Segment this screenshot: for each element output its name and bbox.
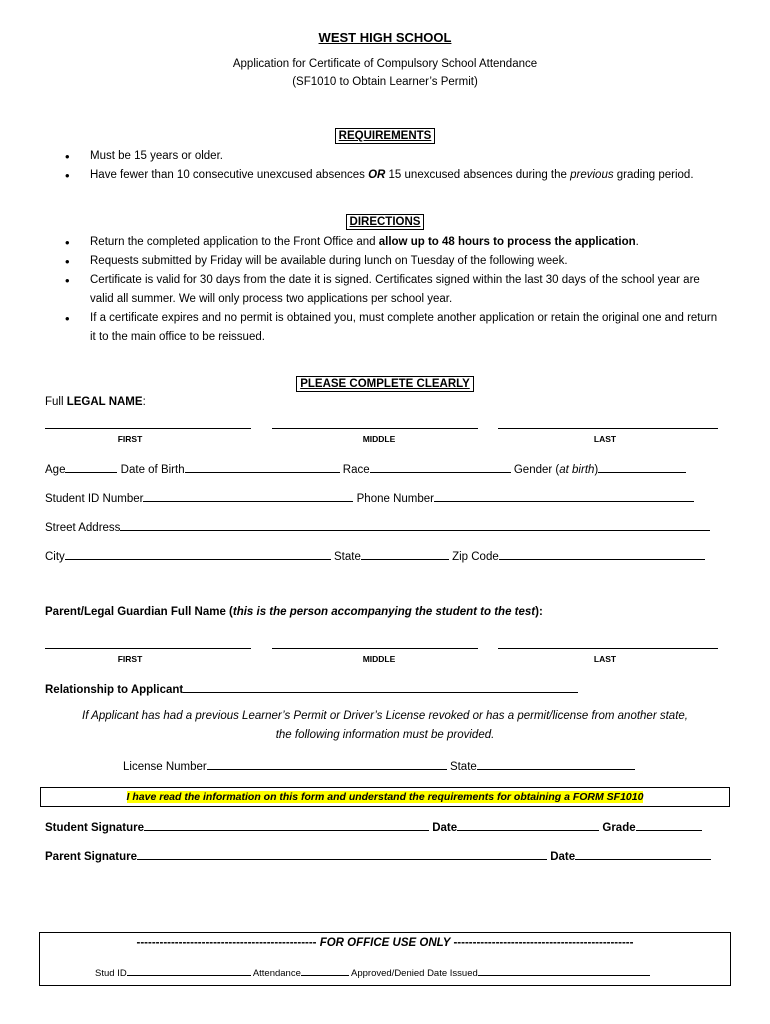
relationship-field[interactable] xyxy=(183,681,578,693)
city-field[interactable] xyxy=(65,548,331,560)
form-subtitle: Application for Certificate of Compulsory School Attendance xyxy=(232,58,538,70)
direction-valid xyxy=(62,271,722,309)
guardian-last-caption: LAST xyxy=(593,654,617,664)
direction-return xyxy=(62,233,722,252)
zip-label: Zip Code xyxy=(452,551,499,563)
race-field[interactable] xyxy=(370,461,511,473)
office-dashes-right: ----------------------------------------------- xyxy=(453,937,634,949)
revoked-note-1: If Applicant has had a previous Learner’s Permit or Driver’s License revoked or has a permit/license from another state, xyxy=(82,710,688,722)
guardian-middle-name-field[interactable] xyxy=(272,648,478,649)
gender-at-birth: at birth xyxy=(559,464,595,476)
student-signature-row xyxy=(45,819,702,834)
street-field[interactable] xyxy=(120,519,710,531)
city-label: City xyxy=(45,551,65,563)
requirement-absences-end: grading period. xyxy=(613,169,694,181)
school-title: WEST HIGH SCHOOL xyxy=(318,30,452,45)
relationship-label: Relationship to Applicant xyxy=(45,684,184,696)
guardian-last-name-field[interactable] xyxy=(498,648,718,649)
city-row xyxy=(45,548,705,563)
student-date-field[interactable] xyxy=(457,819,599,831)
direction-expires xyxy=(62,309,722,347)
requirement-age xyxy=(62,147,722,166)
guardian-first-name-field[interactable] xyxy=(45,648,251,649)
revoked-note-2: the following information must be provided. xyxy=(275,729,495,741)
complete-heading-wrap xyxy=(0,376,770,392)
dob-field[interactable] xyxy=(185,461,340,473)
race-label: Race xyxy=(342,464,370,476)
age-field[interactable] xyxy=(65,461,117,473)
parent-date-field[interactable] xyxy=(575,848,711,860)
requirement-absences xyxy=(62,166,722,185)
consent-box xyxy=(40,787,730,807)
demographics-row xyxy=(45,461,686,476)
phone-field[interactable] xyxy=(434,490,694,502)
direction-friday-text: Requests submitted by Friday will be available during lunch on Tuesday of the following week. xyxy=(90,255,568,267)
student-signature-label: Student Signature xyxy=(45,822,145,834)
office-use-row xyxy=(95,966,650,979)
license-row xyxy=(123,758,635,773)
license-state-field[interactable] xyxy=(477,758,635,770)
requirement-previous: previous xyxy=(570,169,614,181)
age-label: Age xyxy=(45,464,66,476)
first-name-caption: FIRST xyxy=(117,434,143,444)
student-id-field[interactable] xyxy=(143,490,353,502)
phone-label: Phone Number xyxy=(356,493,434,505)
full-label: Full xyxy=(45,396,67,408)
office-attendance-field[interactable] xyxy=(301,966,349,976)
office-use-heading xyxy=(40,937,730,949)
direction-48-hours: allow up to 48 hours to process the application xyxy=(378,236,636,248)
gender-label: Gender ( xyxy=(513,464,560,476)
dob-label: Date of Birth xyxy=(120,464,185,476)
legal-name-label xyxy=(45,396,146,408)
student-signature-field[interactable] xyxy=(144,819,429,831)
state-label: State xyxy=(334,551,361,563)
direction-valid-text: Certificate is valid for 30 days from the date it is signed. Certificates signed within the last 30 days of the school year are valid all summer. We will only process two applications per school year. xyxy=(90,274,700,305)
requirements-heading-wrap xyxy=(0,128,770,144)
guardian-note: this is the person accompanying the student to the test xyxy=(232,606,536,618)
requirement-absences-text: Have fewer than 10 consecutive unexcused absences xyxy=(90,169,369,181)
direction-expires-text: If a certificate expires and no permit is obtained you, must complete another application or retain the original one and return it to the main office to be reissued. xyxy=(90,312,718,343)
license-number-label: License Number xyxy=(123,761,207,773)
street-row xyxy=(45,519,710,534)
office-dashes-left: ----------------------------------------------- xyxy=(136,937,317,949)
office-stud-id-field[interactable] xyxy=(127,966,251,976)
student-date-label: Date xyxy=(432,822,458,834)
legal-name-text: LEGAL NAME xyxy=(66,396,143,408)
office-use-title: FOR OFFICE USE ONLY xyxy=(316,937,454,949)
direction-return-text: Return the completed application to the Front Office and xyxy=(90,236,379,248)
street-label: Street Address xyxy=(45,522,121,534)
grade-field[interactable] xyxy=(636,819,702,831)
parent-signature-label: Parent Signature xyxy=(45,851,138,863)
requirement-or: OR xyxy=(368,169,386,181)
gender-close: ) xyxy=(594,464,599,476)
guardian-label-close: ): xyxy=(535,606,543,618)
office-stud-id-label: Stud ID xyxy=(95,968,127,979)
license-state-label: State xyxy=(449,761,477,773)
requirement-absences-mid: 15 unexcused absences during the xyxy=(385,169,571,181)
office-attendance-label: Attendance xyxy=(252,968,301,979)
legal-name-colon: : xyxy=(142,396,146,408)
state-field[interactable] xyxy=(361,548,449,560)
requirements-heading: REQUIREMENTS xyxy=(335,128,436,144)
guardian-label xyxy=(45,606,543,618)
parent-signature-field[interactable] xyxy=(137,848,547,860)
middle-name-field[interactable] xyxy=(272,428,478,429)
directions-heading-wrap xyxy=(0,214,770,230)
guardian-first-caption: FIRST xyxy=(117,654,143,664)
middle-name-caption: MIDDLE xyxy=(362,434,396,444)
license-number-field[interactable] xyxy=(207,758,447,770)
parent-date-label: Date xyxy=(550,851,576,863)
zip-field[interactable] xyxy=(499,548,705,560)
parent-signature-row xyxy=(45,848,711,863)
directions-list xyxy=(62,233,722,347)
first-name-field[interactable] xyxy=(45,428,251,429)
directions-heading: DIRECTIONS xyxy=(346,214,425,230)
direction-friday xyxy=(62,252,722,271)
last-name-field[interactable] xyxy=(498,428,718,429)
office-approved-field[interactable] xyxy=(478,966,650,976)
requirement-age-text: Must be 15 years or older. xyxy=(90,150,223,162)
form-subtitle-code: (SF1010 to Obtain Learner’s Permit) xyxy=(292,76,478,88)
grade-label: Grade xyxy=(602,822,636,834)
guardian-middle-caption: MIDDLE xyxy=(362,654,396,664)
complete-heading: PLEASE COMPLETE CLEARLY xyxy=(296,376,474,392)
direction-return-end: . xyxy=(635,236,639,248)
consent-text: I have read the information on this form and understand the requirements for obtaining a FORM SF1010 xyxy=(126,791,644,803)
guardian-label-text: Parent/Legal Guardian Full Name ( xyxy=(45,606,233,618)
id-phone-row xyxy=(45,490,694,505)
office-use-box xyxy=(39,932,731,986)
gender-field[interactable] xyxy=(598,461,686,473)
requirements-list xyxy=(62,147,722,185)
last-name-caption: LAST xyxy=(593,434,617,444)
office-approved-label: Approved/Denied Date Issued xyxy=(351,968,478,979)
relationship-row xyxy=(45,681,578,696)
student-id-label: Student ID Number xyxy=(45,493,144,505)
